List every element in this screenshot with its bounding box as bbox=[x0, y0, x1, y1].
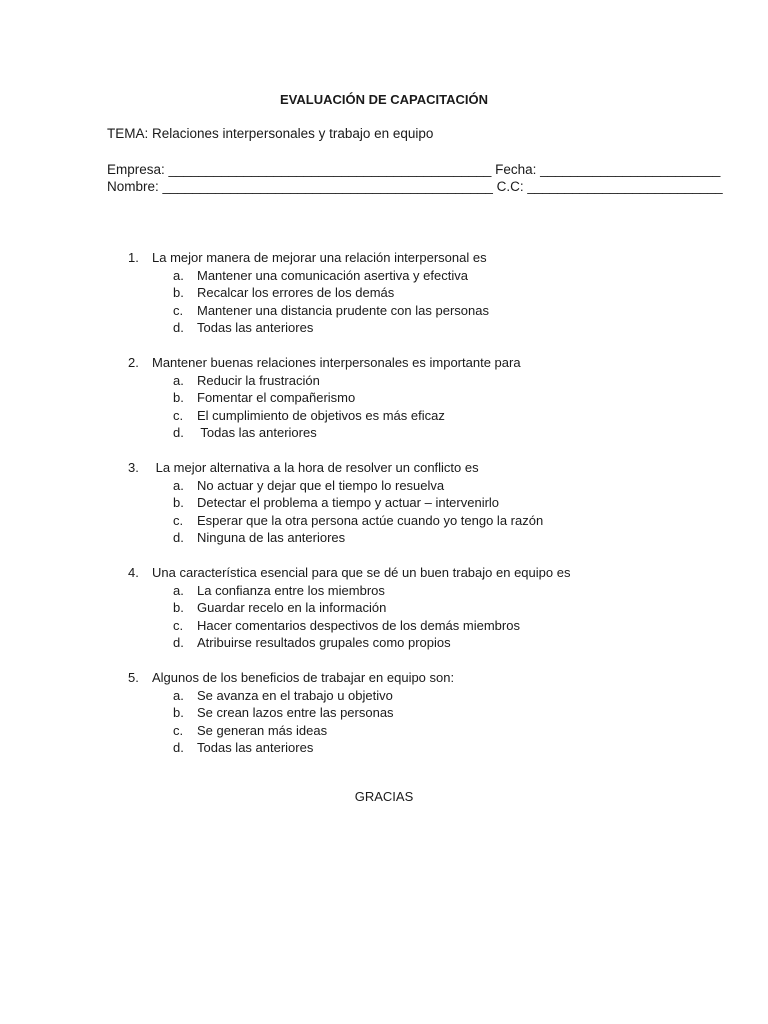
option-letter: c. bbox=[173, 512, 184, 528]
option-text: La confianza entre los miembros bbox=[197, 582, 385, 598]
option-letter: d. bbox=[173, 320, 184, 335]
name-id-line: Nombre: ____________________________________________ C.C: __________________________ bbox=[107, 179, 723, 194]
question-text bbox=[128, 459, 688, 477]
option-text: Detectar el problema a tiempo y actuar – intervenirlo bbox=[197, 495, 500, 510]
option-letter: b. bbox=[173, 705, 184, 720]
option-text: Fomentar el compañerismo bbox=[197, 390, 356, 405]
question-number: 2. bbox=[128, 355, 139, 370]
option-text: Mantener una distancia prudente con las personas bbox=[197, 302, 489, 318]
question-number: 1. bbox=[128, 250, 139, 265]
answer-option bbox=[128, 687, 688, 705]
question-item bbox=[128, 669, 688, 757]
answer-option bbox=[128, 319, 688, 337]
option-letter: b. bbox=[173, 390, 184, 405]
question-item bbox=[128, 564, 688, 652]
question-text bbox=[128, 249, 688, 267]
question-item bbox=[128, 459, 688, 547]
option-text: Esperar que la otra persona actúe cuando yo tengo la razón bbox=[197, 512, 544, 528]
option-text: Reducir la frustración bbox=[197, 372, 320, 388]
answer-option bbox=[128, 512, 688, 530]
document-title: EVALUACIÓN DE CAPACITACIÓN bbox=[280, 92, 488, 107]
answer-option bbox=[128, 477, 688, 495]
answer-option bbox=[128, 284, 688, 302]
closing-text: GRACIAS bbox=[354, 789, 414, 804]
option-text: Se generan más ideas bbox=[197, 722, 328, 738]
option-text: Todas las anteriores bbox=[197, 425, 317, 440]
question-list bbox=[128, 249, 688, 774]
answer-option bbox=[128, 634, 688, 652]
answer-option bbox=[128, 302, 688, 320]
option-letter: a. bbox=[173, 687, 184, 703]
option-text: Todas las anteriores bbox=[197, 740, 314, 755]
option-text: El cumplimiento de objetivos es más eficaz bbox=[197, 407, 445, 423]
option-letter: c. bbox=[173, 302, 184, 318]
option-letter: c. bbox=[173, 407, 184, 423]
answer-option bbox=[128, 704, 688, 722]
option-text: Mantener una comunicación asertiva y efectiva bbox=[197, 267, 468, 283]
option-letter: a. bbox=[173, 267, 184, 283]
option-letter: b. bbox=[173, 600, 184, 615]
question-text bbox=[128, 564, 688, 582]
option-letter: c. bbox=[173, 617, 184, 633]
option-text: Todas las anteriores bbox=[197, 320, 314, 335]
answer-option bbox=[128, 599, 688, 617]
question-label: Una característica esencial para que se dé un buen trabajo en equipo es bbox=[152, 565, 571, 580]
question-label: La mejor manera de mejorar una relación interpersonal es bbox=[152, 250, 487, 265]
answer-option bbox=[128, 267, 688, 285]
question-item bbox=[128, 249, 688, 337]
option-letter: d. bbox=[173, 740, 184, 755]
option-text: Hacer comentarios despectivos de los demás miembros bbox=[197, 617, 520, 633]
answer-option bbox=[128, 617, 688, 635]
option-letter: b. bbox=[173, 495, 184, 510]
option-text: Recalcar los errores de los demás bbox=[197, 285, 395, 300]
option-text: No actuar y dejar que el tiempo lo resuelva bbox=[197, 477, 445, 493]
option-letter: b. bbox=[173, 285, 184, 300]
answer-option bbox=[128, 582, 688, 600]
option-letter: a. bbox=[173, 582, 184, 598]
question-label: La mejor alternativa a la hora de resolver un conflicto es bbox=[152, 460, 479, 475]
question-text bbox=[128, 669, 688, 687]
question-label: Algunos de los beneficios de trabajar en equipo son: bbox=[152, 670, 455, 685]
question-number: 5. bbox=[128, 670, 139, 685]
question-item bbox=[128, 354, 688, 442]
answer-option bbox=[128, 494, 688, 512]
question-number: 4. bbox=[128, 565, 139, 580]
answer-option bbox=[128, 372, 688, 390]
company-date-line: Empresa: ___________________________________________ Fecha: ________________________ bbox=[107, 162, 721, 177]
option-letter: d. bbox=[173, 425, 184, 440]
option-letter: a. bbox=[173, 372, 184, 388]
option-text: Se crean lazos entre las personas bbox=[197, 705, 394, 720]
option-letter: d. bbox=[173, 635, 184, 650]
question-label: Mantener buenas relaciones interpersonales es importante para bbox=[152, 355, 521, 370]
answer-option bbox=[128, 389, 688, 407]
option-letter: c. bbox=[173, 722, 184, 738]
answer-option bbox=[128, 424, 688, 442]
answer-option bbox=[128, 529, 688, 547]
answer-option bbox=[128, 407, 688, 425]
topic-line: TEMA: Relaciones interpersonales y trabajo en equipo bbox=[107, 126, 434, 141]
option-text: Ninguna de las anteriores bbox=[197, 530, 346, 545]
answer-option bbox=[128, 722, 688, 740]
option-text: Se avanza en el trabajo u objetivo bbox=[197, 687, 393, 703]
answer-option bbox=[128, 739, 688, 757]
question-number: 3. bbox=[128, 460, 139, 475]
question-text bbox=[128, 354, 688, 372]
option-text: Atribuirse resultados grupales como propios bbox=[197, 635, 451, 650]
option-text: Guardar recelo en la información bbox=[197, 600, 387, 615]
option-letter: d. bbox=[173, 530, 184, 545]
option-letter: a. bbox=[173, 477, 184, 493]
